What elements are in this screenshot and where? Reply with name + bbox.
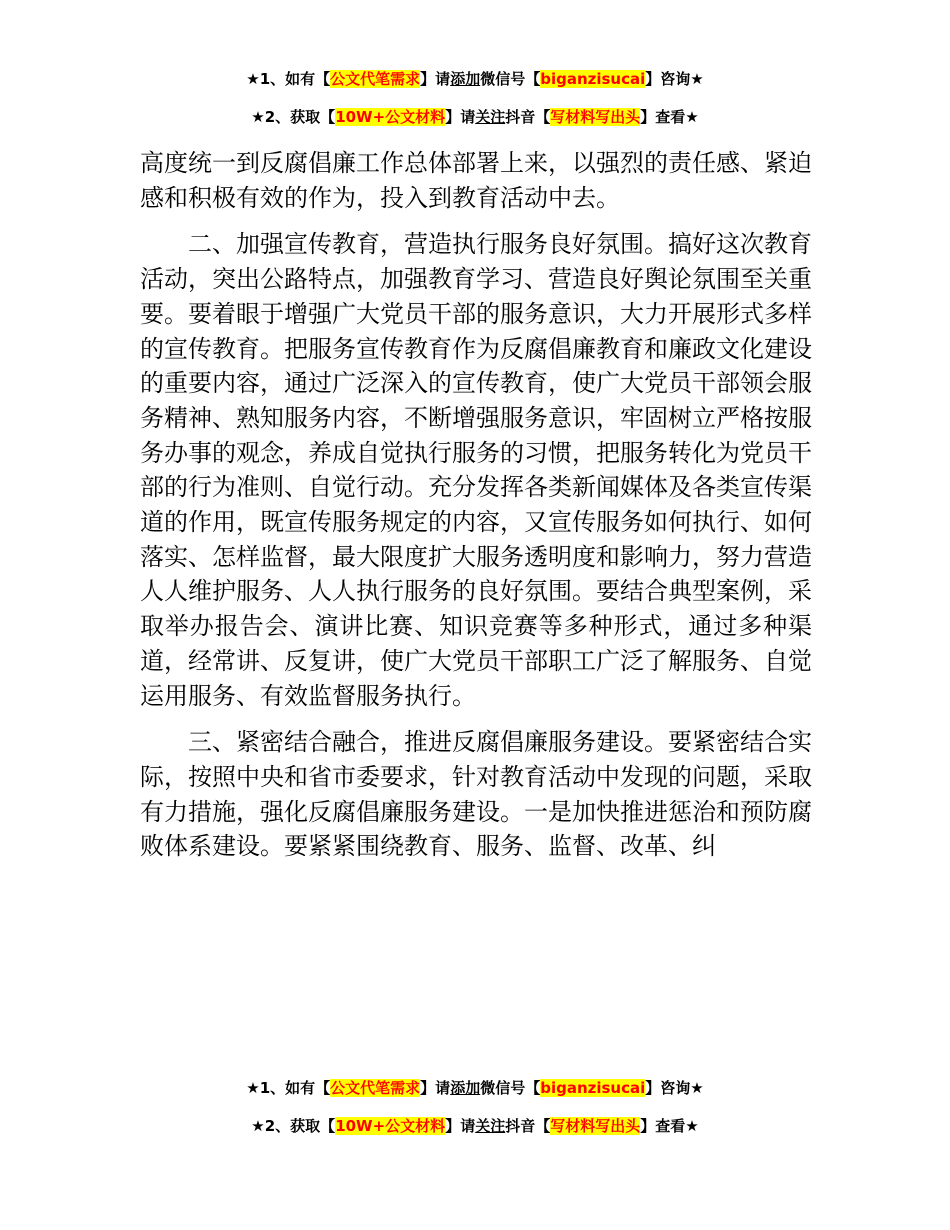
banner-text: 】查看★ bbox=[640, 1117, 699, 1135]
banner-text: 】请 bbox=[420, 1079, 451, 1097]
banner-text: 微信号【 bbox=[480, 1079, 541, 1097]
banner-highlight: 公文代笔需求 bbox=[330, 1079, 421, 1097]
banner-text: 】请 bbox=[420, 70, 451, 88]
paragraph-section-three: 三、紧密结合融合，推进反腐倡廉服务建设。要紧密结合实际，按照中央和省市委要求，针对教育活动中发现的问题，采取有力措施，强化反腐倡廉服务建设。一是加快推进惩治和预防腐败体系建设。要紧紧围绕教育、服务、监督、改革、纠 bbox=[140, 728, 812, 861]
header-banner-line-2 bbox=[0, 105, 950, 129]
banner-highlight: 10W+公文材料 bbox=[335, 1117, 446, 1135]
banner-text: 微信号【 bbox=[480, 70, 541, 88]
banner-underlined-text: 关注 bbox=[475, 1117, 506, 1135]
banner-text: ★1、如有【 bbox=[246, 70, 331, 88]
banner-text: 】请 bbox=[445, 1117, 476, 1135]
footer-banner-line-2 bbox=[0, 1114, 950, 1138]
document-body bbox=[140, 146, 812, 864]
banner-highlight: 公文代笔需求 bbox=[330, 70, 421, 88]
banner-highlight: biganzisucai bbox=[540, 70, 646, 88]
banner-underlined-text: 关注 bbox=[475, 108, 506, 126]
banner-text: 】请 bbox=[445, 108, 476, 126]
header-banner-line-1 bbox=[0, 67, 950, 91]
banner-text: ★2、获取【 bbox=[251, 108, 336, 126]
banner-highlight: biganzisucai bbox=[540, 1079, 646, 1097]
banner-text: 】查看★ bbox=[640, 108, 699, 126]
banner-text: ★1、如有【 bbox=[246, 1079, 331, 1097]
banner-text: 抖音【 bbox=[505, 108, 551, 126]
paragraph-section-two: 二、加强宣传教育，营造执行服务良好氛围。搞好这次教育活动，突出公路特点，加强教育学习、营造良好舆论氛围至关重要。要着眼于增强广大党员干部的服务意识，大力开展形式多样的宣传教育。把服务宣传教育作为反腐倡廉教育和廉政文化建设的重要内容，通过广泛深入的宣传教育，使广大党员干部领会服务精神、熟知服务内容，不断增强服务意识，牢固树立严格按服务办事的观念，养成自觉执行服务的习惯，把服务转化为党员干部的行为准则、自觉行动。充分发挥各类新闻媒体及各类宣传渠道的作用，既宣传服务规定的内容，又宣传服务如何执行、如何落实、怎样监督，最大限度扩大服务透明度和影响力，努力营造人人维护服务、人人执行服务的良好氛围。要结合典型案例，采取举办报告会、演讲比赛、知识竞赛等多种形式，通过多种渠道，经常讲、反复讲，使广大党员干部职工广泛了解服务、自觉运用服务、有效监督服务执行。 bbox=[140, 230, 812, 710]
footer-banner-line-1 bbox=[0, 1076, 950, 1100]
banner-text: 】咨询★ bbox=[645, 1079, 704, 1097]
banner-highlight: 写材料写出头 bbox=[550, 108, 641, 126]
banner-underlined-text: 添加 bbox=[450, 1079, 481, 1097]
banner-underlined-text: 添加 bbox=[450, 70, 481, 88]
banner-highlight: 10W+公文材料 bbox=[335, 108, 446, 126]
banner-text: 】咨询★ bbox=[645, 70, 704, 88]
banner-highlight: 写材料写出头 bbox=[550, 1117, 641, 1135]
paragraph-continuation: 高度统一到反腐倡廉工作总体部署上来，以强烈的责任感、紧迫感和积极有效的作为，投入到教育活动中去。 bbox=[140, 149, 812, 212]
banner-text: 抖音【 bbox=[505, 1117, 551, 1135]
banner-text: ★2、获取【 bbox=[251, 1117, 336, 1135]
